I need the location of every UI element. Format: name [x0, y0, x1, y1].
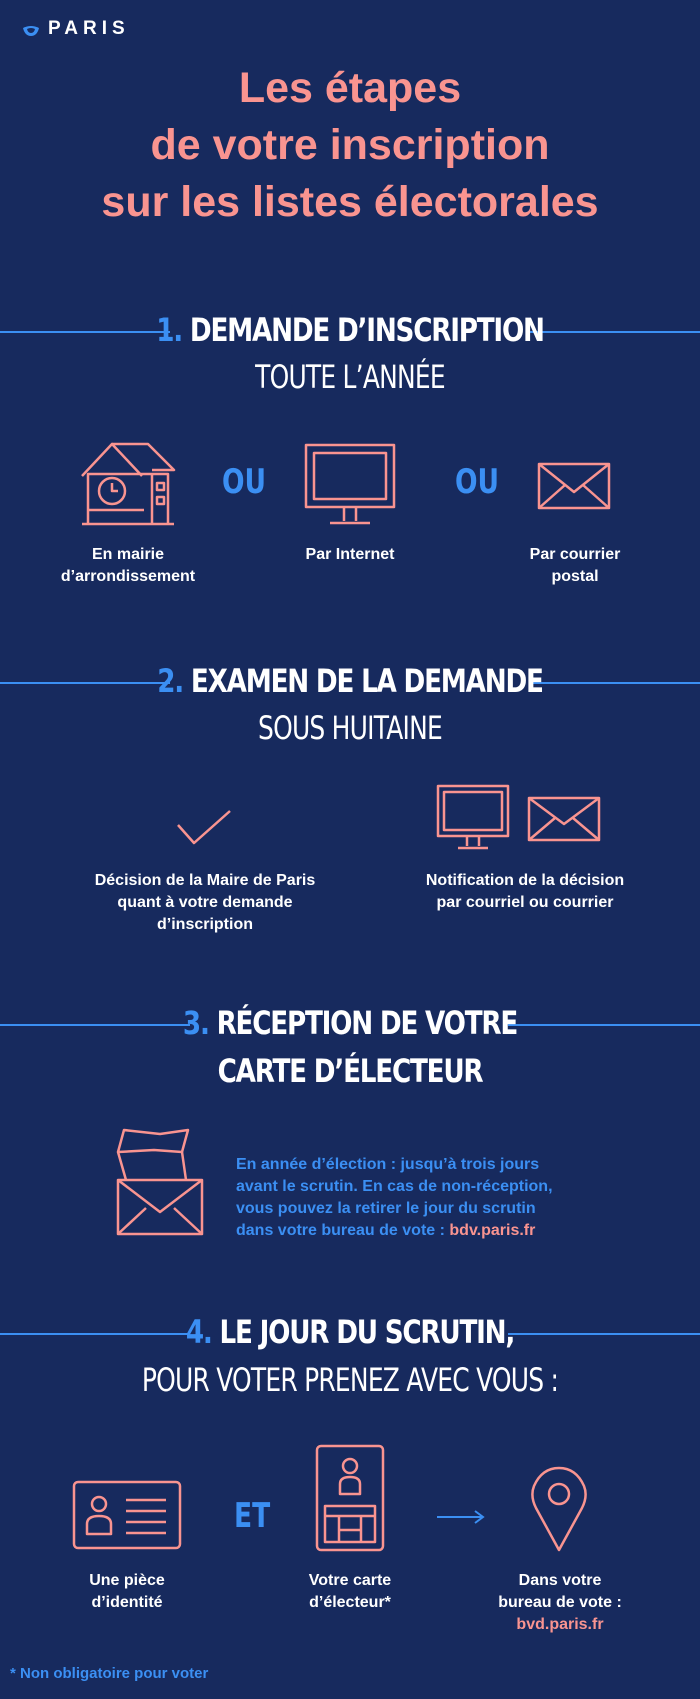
info-line-prefix: dans votre bureau de vote : — [236, 1222, 450, 1239]
or-conjunction: OU — [222, 462, 267, 502]
checkmark-icon — [176, 809, 232, 847]
section-title: DEMANDE D’INSCRIPTION — [189, 311, 544, 349]
caption-line: d’électeur* — [309, 1594, 391, 1611]
paris-logo — [22, 18, 130, 40]
section-title: RÉCEPTION DE VOTRE — [216, 1004, 518, 1042]
caption-line: par courriel ou courrier — [436, 894, 614, 911]
section-number: 2. — [157, 662, 184, 700]
section-number: 4. — [185, 1313, 212, 1351]
town-hall-icon — [80, 440, 176, 526]
section-4-heading — [63, 1313, 637, 1351]
id-caption — [60, 1570, 194, 1614]
section-number: 1. — [156, 311, 183, 349]
voter-card-icon — [315, 1444, 385, 1552]
section-1-subheading: TOUTE L’ANNÉE — [255, 358, 445, 396]
option-caption-mairie — [40, 544, 216, 588]
caption-line: Une pièce — [89, 1572, 165, 1589]
reception-info-text — [236, 1154, 553, 1242]
section-4-subheading: POUR VOTER PRENEZ AVEC VOUS : — [141, 1361, 559, 1399]
caption-line: Décision de la Maire de Paris — [94, 872, 316, 889]
info-line: vous pouvez la retirer le jour du scrutin — [236, 1200, 536, 1217]
caption-line: d’arrondissement — [60, 568, 196, 585]
caption-line: quant à votre demande — [117, 894, 293, 911]
caption-line: postal — [551, 568, 599, 585]
arrow-right-icon — [437, 1510, 485, 1524]
page-title — [0, 60, 700, 231]
option-caption-courrier — [500, 544, 650, 588]
caption-line: d’inscription — [157, 916, 253, 933]
and-conjunction: ET — [234, 1496, 271, 1536]
logo-text: PARIS — [48, 18, 130, 39]
caption-line: Par Internet — [305, 546, 395, 563]
section-3-heading-line2: CARTE D’ÉLECTEUR — [217, 1052, 483, 1090]
boat-logo-icon — [22, 21, 40, 37]
bdv-link[interactable]: bdv.paris.fr — [449, 1222, 536, 1239]
or-conjunction: OU — [455, 462, 500, 502]
info-line — [236, 1220, 553, 1242]
section-title: EXAMEN DE LA DEMANDE — [190, 662, 543, 700]
computer-monitor-icon — [304, 443, 396, 527]
location-pin-icon — [528, 1466, 590, 1552]
section-title: LE JOUR DU SCRUTIN, — [219, 1313, 515, 1351]
notification-caption — [380, 870, 670, 914]
option-caption-internet — [270, 544, 430, 566]
id-card-icon — [72, 1480, 182, 1550]
card-in-envelope-icon — [116, 1128, 206, 1236]
computer-monitor-icon — [436, 784, 510, 852]
caption-line: En mairie — [91, 546, 165, 563]
info-line: En année d’élection : jusqu’à trois jours — [236, 1156, 540, 1173]
section-1-heading — [63, 311, 637, 349]
decision-caption — [60, 870, 350, 936]
section-2-subheading: SOUS HUITAINE — [258, 709, 442, 747]
caption-line: Notification de la décision — [425, 872, 625, 889]
caption-line: Dans votre — [518, 1572, 602, 1589]
caption-line: bureau de vote : — [498, 1594, 622, 1611]
envelope-icon — [537, 462, 611, 510]
section-2-heading — [63, 662, 637, 700]
info-line: avant le scrutin. En cas de non-réception, — [236, 1178, 553, 1195]
section-number: 3. — [182, 1004, 209, 1042]
footnote: * Non obligatoire pour voter — [10, 1665, 209, 1682]
envelope-icon — [527, 796, 601, 842]
bvd-link[interactable]: bvd.paris.fr — [516, 1616, 604, 1633]
title-line: de votre inscription — [150, 121, 550, 169]
caption-line: d’identité — [91, 1594, 163, 1611]
voter-card-caption — [280, 1570, 420, 1614]
polling-station-caption — [480, 1570, 640, 1636]
caption-line: Votre carte — [308, 1572, 392, 1589]
title-line: Les étapes — [238, 64, 462, 112]
caption-line: Par courrier — [529, 546, 621, 563]
section-3-heading — [63, 1004, 637, 1042]
title-line: sur les listes électorales — [101, 178, 599, 226]
